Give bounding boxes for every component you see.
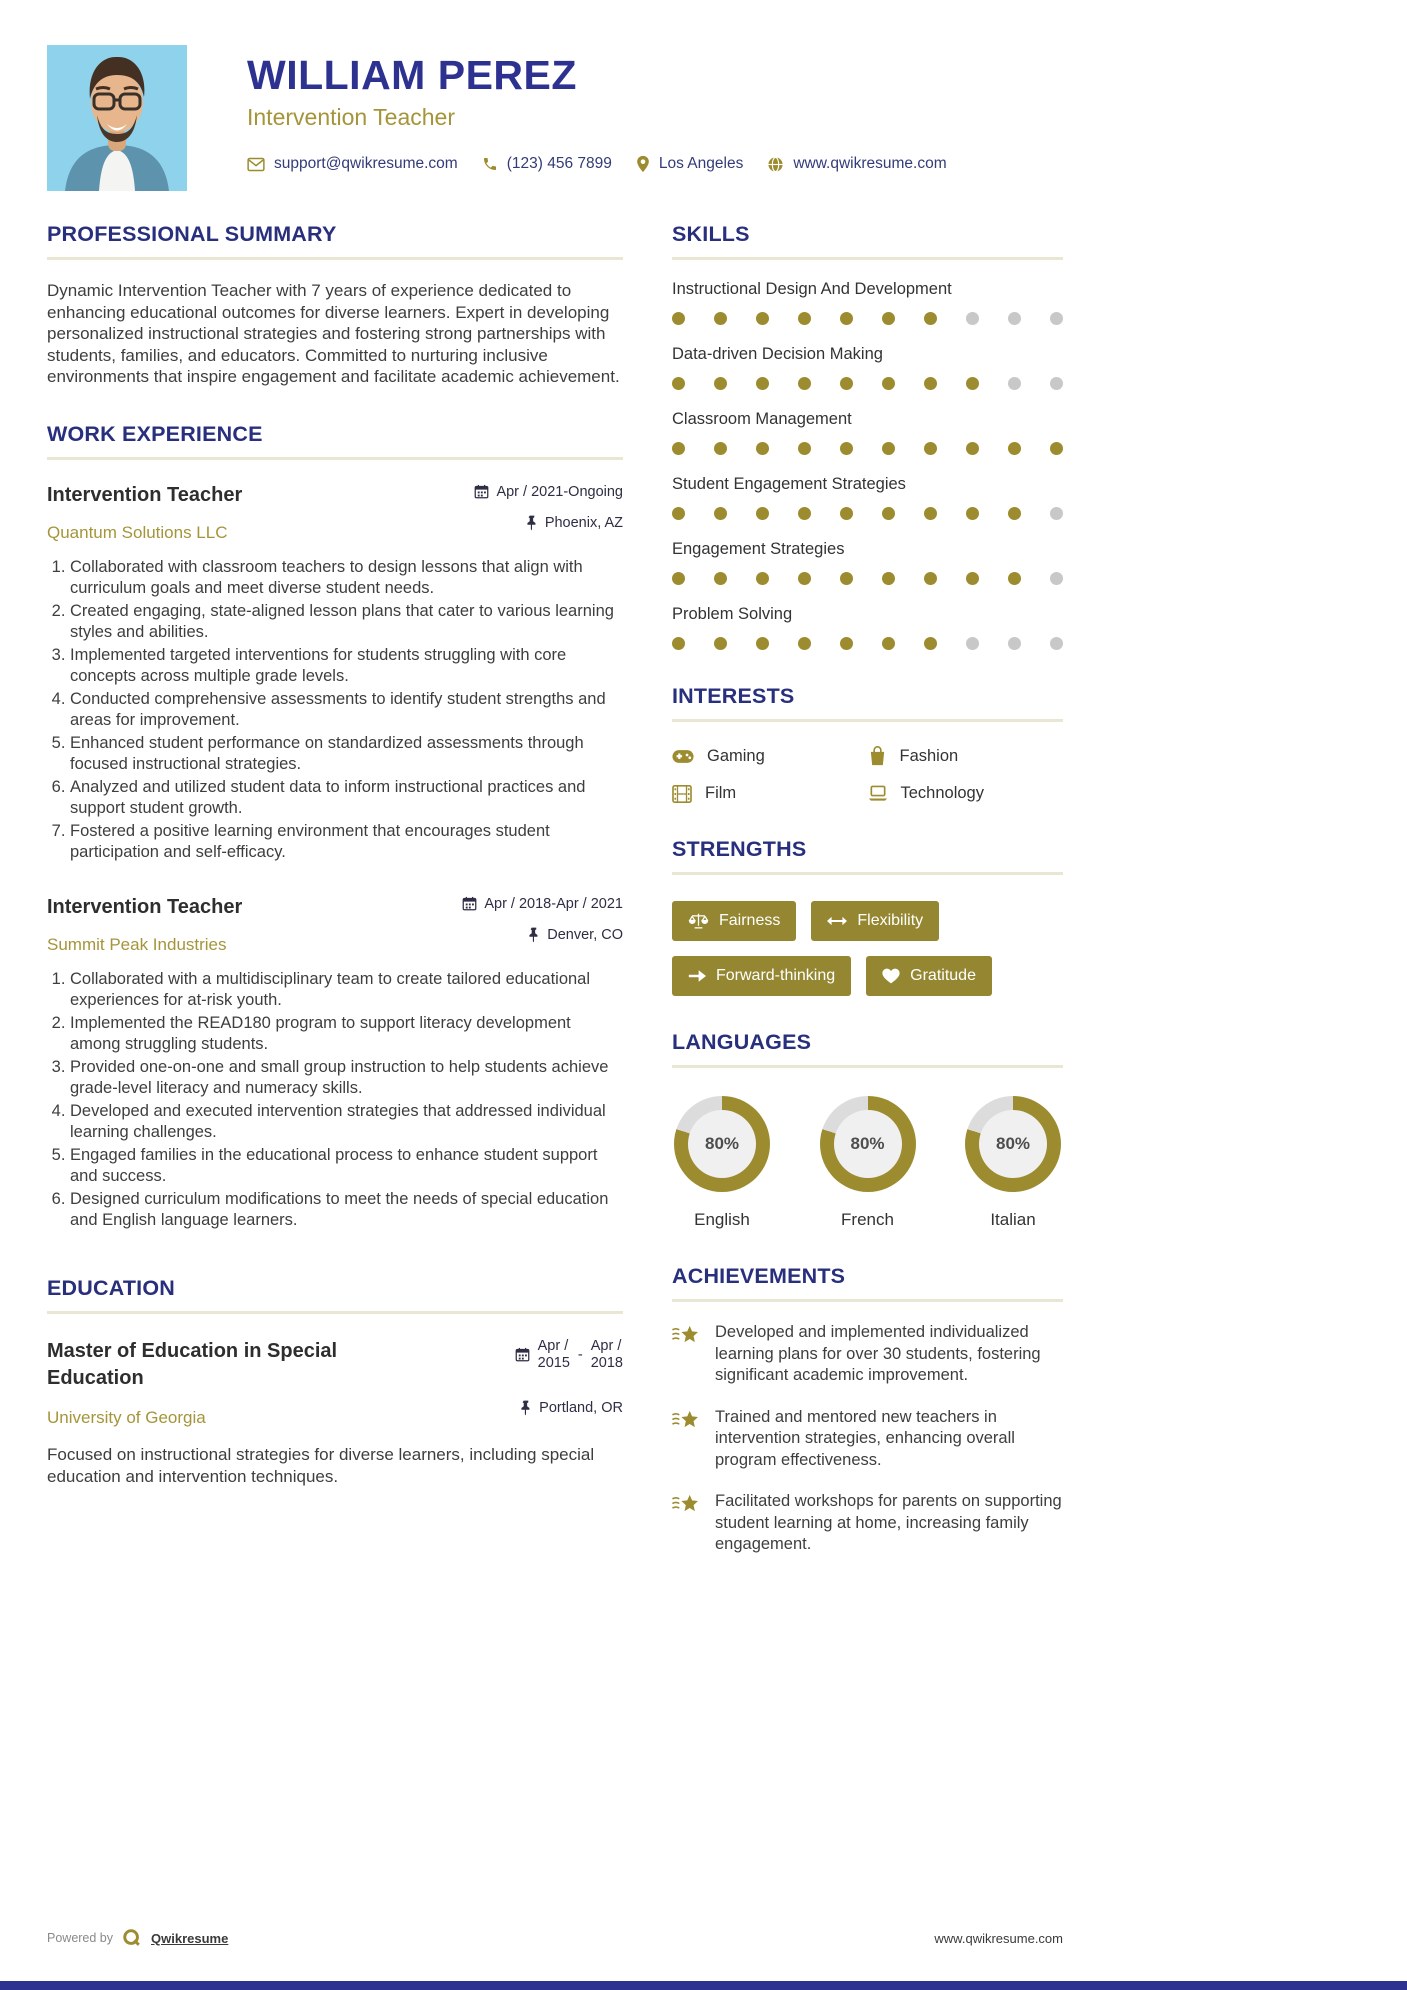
calendar-icon [474, 484, 489, 499]
skill-rating-dots [672, 312, 1063, 325]
location-pin-icon [636, 155, 650, 173]
rating-dot [840, 637, 853, 650]
job-bullet: 3. Provided one-on-one and small group instruction to help students achieve grade-level literacy and numeracy skills. [70, 1057, 623, 1100]
job-location-text: Denver, CO [547, 926, 623, 943]
rating-dot [1008, 377, 1021, 390]
rating-dot [840, 507, 853, 520]
rating-dot [756, 507, 769, 520]
rating-dot [966, 572, 979, 585]
right-column [672, 222, 1063, 1556]
rating-dot [672, 377, 685, 390]
pushpin-icon [520, 1400, 532, 1416]
scales-icon [688, 912, 709, 930]
job-entry [47, 896, 623, 1232]
heart-icon [882, 968, 900, 984]
rating-dot [966, 312, 979, 325]
strength-badge: Fairness [672, 901, 796, 941]
rating-dot [756, 442, 769, 455]
rating-dot [1050, 637, 1063, 650]
job-entry [47, 484, 623, 864]
skill-item: Instructional Design And Development [672, 280, 1063, 325]
job-dates [462, 896, 623, 912]
section-divider [672, 1299, 1063, 1302]
pushpin-icon [526, 515, 538, 531]
rating-dot [840, 377, 853, 390]
section-divider [672, 1065, 1063, 1068]
rating-dot [672, 637, 685, 650]
job-bullet-list [47, 557, 623, 864]
left-column [47, 222, 623, 1556]
language-item [672, 1096, 772, 1230]
job-bullet: 3. Implemented targeted interventions for students struggling with core concepts across multiple grade levels. [70, 645, 623, 688]
rating-dot [756, 572, 769, 585]
rating-dot [1050, 572, 1063, 585]
rating-dot [882, 377, 895, 390]
job-bullet: 7. Fostered a positive learning environment that encourages student participation and self-efficacy. [70, 821, 623, 864]
rating-dot [924, 572, 937, 585]
job-bullet: 2. Implemented the READ180 program to support literacy development among struggling students. [70, 1013, 623, 1056]
skill-rating-dots [672, 442, 1063, 455]
rating-dot [1008, 312, 1021, 325]
qwikresume-logo [122, 1928, 142, 1948]
skills-section [672, 222, 1063, 650]
rating-dot [672, 312, 685, 325]
calendar-icon [462, 896, 477, 911]
achievement-item: Facilitated workshops for parents on supporting student learning at home, increasing family engagement. [672, 1491, 1063, 1556]
rating-dot [966, 442, 979, 455]
language-percent: 80% [834, 1110, 902, 1178]
left-right-arrow-icon [827, 915, 847, 927]
section-divider [47, 1311, 623, 1314]
achievement-star-icon [672, 1493, 700, 1517]
education-location-text: Portland, OR [539, 1399, 623, 1416]
rating-dot [966, 377, 979, 390]
education-dates [515, 1338, 623, 1372]
rating-dot [798, 442, 811, 455]
achievements-heading: ACHIEVEMENTS [672, 1264, 846, 1288]
rating-dot [1008, 507, 1021, 520]
language-name: English [694, 1210, 750, 1229]
interests-section [672, 684, 1063, 803]
achievement-star-icon [672, 1324, 700, 1348]
skill-rating-dots [672, 377, 1063, 390]
job-bullet: 6. Analyzed and utilized student data to inform instructional practices and support student growth. [70, 777, 623, 820]
section-divider [47, 257, 623, 260]
job-bullet: 4. Developed and executed intervention strategies that addressed individual learning challenges. [70, 1101, 623, 1144]
job-location-text: Phoenix, AZ [544, 514, 623, 531]
education-section [47, 1276, 623, 1488]
language-percent: 80% [688, 1110, 756, 1178]
contact-phone[interactable] [482, 155, 612, 173]
rating-dot [756, 637, 769, 650]
rating-dot [1050, 312, 1063, 325]
location-text: Los Angeles [658, 155, 744, 172]
summary-text: Dynamic Intervention Teacher with 7 years of experience dedicated to enhancing educational outcomes for diverse learners. Expert in developing personalized instructional strategies and fostering strong partnerships with students, families, and educators. Committed to nurturing inclusive environments that inspire engagement and facilitate academic achievement. [47, 281, 620, 386]
rating-dot [882, 507, 895, 520]
job-dates-text: Apr / 2021-Ongoing [496, 483, 623, 500]
skill-item: Student Engagement Strategies [672, 475, 1063, 520]
interest-item: Gaming [672, 746, 868, 766]
rating-dot [882, 637, 895, 650]
rating-dot [882, 442, 895, 455]
rating-dot [714, 507, 727, 520]
footer [47, 1928, 1063, 1948]
rating-dot [924, 507, 937, 520]
gamepad-icon [672, 749, 694, 764]
rating-dot [924, 312, 937, 325]
language-item [963, 1096, 1063, 1230]
summary-section [47, 222, 623, 388]
section-divider [47, 457, 623, 460]
work-experience-section [47, 422, 623, 1232]
skill-item: Problem Solving [672, 605, 1063, 650]
job-location [528, 927, 623, 943]
language-progress-ring [674, 1096, 770, 1192]
skill-item: Data-driven Decision Making [672, 345, 1063, 390]
job-bullet: 5. Enhanced student performance on standardized assessments through focused instructional strategies. [70, 733, 623, 776]
language-progress-ring [820, 1096, 916, 1192]
section-divider [672, 257, 1063, 260]
portrait-illustration [47, 45, 187, 191]
email-text: support@qwikresume.com [274, 155, 458, 172]
rating-dot [1050, 377, 1063, 390]
education-location [520, 1400, 623, 1416]
rating-dot [798, 572, 811, 585]
job-bullet: 1. Collaborated with classroom teachers to design lessons that align with curriculum goals and meet diverse student needs. [70, 557, 623, 600]
languages-heading: LANGUAGES [672, 1030, 812, 1054]
date-end: Apr / 2018 [590, 1337, 623, 1371]
rating-dot [882, 312, 895, 325]
rating-dot [1050, 442, 1063, 455]
achievement-item: Developed and implemented individualized learning plans for over 30 students, fostering significant academic improvement. [672, 1322, 1063, 1387]
rating-dot [798, 507, 811, 520]
rating-dot [672, 507, 685, 520]
rating-dot [714, 312, 727, 325]
job-location [526, 515, 623, 531]
school-name: University of Georgia [47, 1407, 206, 1427]
skills-heading: SKILLS [672, 222, 750, 246]
job-dates-text: Apr / 2018-Apr / 2021 [484, 895, 623, 912]
job-bullet-list [47, 969, 623, 1232]
interest-item: Film [672, 784, 868, 803]
language-percent: 80% [979, 1110, 1047, 1178]
phone-icon [482, 156, 498, 172]
job-bullet: 2. Created engaging, state-aligned lesson plans that cater to various learning styles and abilities. [70, 601, 623, 644]
achievement-item: Trained and mentored new teachers in intervention strategies, enhancing overall program effectiveness. [672, 1407, 1063, 1472]
profile-photo [47, 45, 187, 191]
rating-dot [672, 442, 685, 455]
rating-dot [756, 377, 769, 390]
language-item [818, 1096, 918, 1230]
achievement-star-icon [672, 1409, 700, 1433]
section-divider [672, 719, 1063, 722]
rating-dot [966, 637, 979, 650]
globe-icon [767, 156, 784, 173]
interest-item: Fashion [868, 746, 1064, 766]
film-icon [672, 785, 692, 803]
bottom-accent-bar [0, 1981, 1407, 1990]
pushpin-icon [528, 927, 540, 943]
degree-title: Master of Education in Special Education [47, 1339, 338, 1389]
education-heading: EDUCATION [47, 1275, 176, 1300]
skill-rating-dots [672, 637, 1063, 650]
strengths-section [672, 837, 1063, 996]
rating-dot [798, 377, 811, 390]
interests-heading: INTERESTS [672, 684, 795, 708]
contact-location [636, 155, 743, 173]
education-description: Focused on instructional strategies for diverse learners, including special education and intervention techniques. [47, 1444, 595, 1486]
strengths-heading: STRENGTHS [672, 837, 807, 861]
person-title: Intervention Teacher [247, 104, 455, 130]
language-progress-ring [965, 1096, 1061, 1192]
skill-rating-dots [672, 572, 1063, 585]
rating-dot [1050, 507, 1063, 520]
rating-dot [840, 442, 853, 455]
skill-item: Engagement Strategies [672, 540, 1063, 585]
website-text: www.qwikresume.com [793, 155, 947, 172]
language-name: French [841, 1210, 894, 1229]
rating-dot [924, 442, 937, 455]
qwikresume-brand-link[interactable]: Qwikresume [151, 1930, 229, 1946]
envelope-icon [247, 157, 265, 172]
rating-dot [924, 377, 937, 390]
date-start: Apr / 2015 [537, 1337, 570, 1371]
job-bullet: 1. Collaborated with a multidisciplinary team to create tailored educational experiences for at-risk youth. [70, 969, 623, 1012]
rating-dot [882, 572, 895, 585]
section-divider [672, 872, 1063, 875]
rating-dot [1008, 637, 1021, 650]
interest-item: Technology [868, 784, 1064, 803]
laptop-icon [868, 785, 888, 802]
right-arrow-icon [688, 969, 706, 983]
rating-dot [1008, 442, 1021, 455]
shopping-bag-icon [868, 746, 887, 766]
job-title: Intervention Teacher [47, 483, 243, 506]
person-name: WILLIAM PEREZ [247, 52, 577, 98]
header [47, 45, 971, 191]
languages-section [672, 1030, 1063, 1230]
strength-badge: Flexibility [811, 901, 939, 941]
job-bullet: 5. Engaged families in the educational process to enhance student support and success. [70, 1145, 623, 1188]
job-bullet: 4. Conducted comprehensive assessments to identify student strengths and areas for improvement. [70, 689, 623, 732]
achievements-section [672, 1264, 1063, 1556]
skill-rating-dots [672, 507, 1063, 520]
work-heading: WORK EXPERIENCE [47, 421, 263, 446]
contact-website[interactable] [767, 155, 946, 173]
job-company: Summit Peak Industries [47, 934, 227, 954]
rating-dot [714, 377, 727, 390]
rating-dot [714, 442, 727, 455]
rating-dot [924, 637, 937, 650]
job-bullet: 6. Designed curriculum modifications to meet the needs of special education and English language learners. [70, 1189, 623, 1232]
rating-dot [840, 312, 853, 325]
rating-dot [672, 572, 685, 585]
rating-dot [714, 637, 727, 650]
phone-text: (123) 456 7899 [506, 155, 612, 172]
rating-dot [756, 312, 769, 325]
date-separator: - [577, 1346, 583, 1363]
job-title: Intervention Teacher [47, 895, 243, 918]
powered-by-label: Powered by [47, 1931, 114, 1945]
summary-heading: PROFESSIONAL SUMMARY [47, 222, 337, 246]
skill-item: Classroom Management [672, 410, 1063, 455]
contact-row [247, 155, 971, 173]
strength-badge: Forward-thinking [672, 956, 851, 996]
job-company: Quantum Solutions LLC [47, 522, 228, 542]
rating-dot [798, 637, 811, 650]
rating-dot [714, 572, 727, 585]
rating-dot [798, 312, 811, 325]
strength-badge: Gratitude [866, 956, 992, 996]
footer-website-link[interactable]: www.qwikresume.com [934, 1930, 1063, 1946]
contact-email[interactable] [247, 155, 458, 173]
language-name: Italian [990, 1210, 1036, 1229]
job-dates [474, 484, 623, 500]
rating-dot [840, 572, 853, 585]
rating-dot [1008, 572, 1021, 585]
rating-dot [966, 507, 979, 520]
calendar-icon [515, 1347, 530, 1362]
